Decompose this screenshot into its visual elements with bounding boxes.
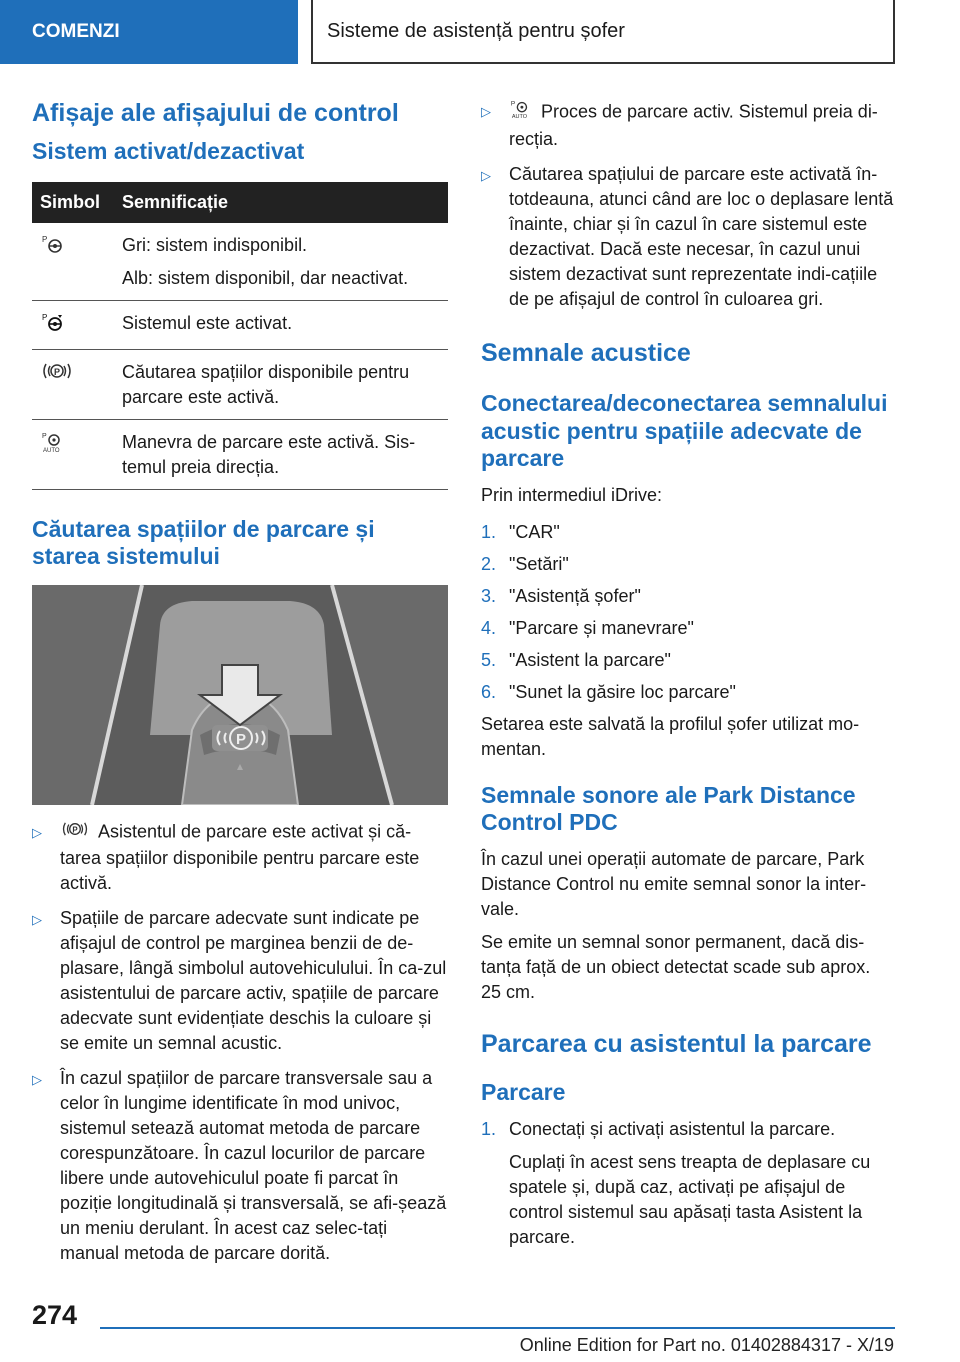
list-item: ▷ P Asistentul de parcare este activat și că-tarea spațiilor disponibile pentru parcare este activă. [32,819,448,896]
col-meaning: Semnificație [114,182,448,223]
svg-text:AUTO: AUTO [43,447,60,454]
col-symbol: Simbol [32,182,114,223]
pdc-text-2: Se emite un semnal sonor permanent, dacă dis-tanța față de un obiect detectat scade sub aprox. 25 cm. [481,931,871,1002]
park-auto-icon [509,98,533,127]
list-item: 4. "Parcare și manevrare" [481,617,694,638]
triangle-bullet-icon: ▷ [481,104,491,119]
left-column [32,98,448,1276]
park-assist-gray-icon [40,234,66,259]
heading-acoustic: Semnale acustice [481,339,691,367]
table-row: P Sistemul este activat. [32,300,448,349]
chapter-title: Sisteme de asistență pentru șofer [311,0,895,64]
list-item: ▷ Căutarea spațiului de parcare este activată în-totdeauna, atunci când are loc o deplasare lentă înainte, chiar și în cazul în care sistemul este dezactivat. Dacă este necesar, în cazul unui sistem dezactivat sunt reprezentate indi-cațiile de pe afișajul de control în culoarea gri. [481,162,895,312]
svg-text:P: P [42,432,47,440]
heading-pdc: Semnale sonore ale Park Distance Control PDC [481,781,856,836]
saved-note: Setarea este salvată la profilul șofer utilizat mo-mentan. [481,713,860,759]
list-item: ▷ Spațiile de parcare adecvate sunt indicate pe afișajul de control pe marginea benzii de de-plasare, lângă simbolul autovehiculului. În ca-zul asistentului de parcare activ, spațiile de parcare adecvate sunt evidențiate deschis la culoare și se emite un semnal acustic. [32,906,448,1056]
heading-acoustic-toggle: Conectarea/deconectarea semnalului acustic pentru spațiile adecvate de parcare [481,390,888,472]
parking-search-icon [40,366,74,386]
table-row: P AUTO Manevra de parcare este activă. Sis-temul preia direcția. [32,419,448,489]
svg-text:P: P [42,312,48,322]
svg-text:P: P [54,366,61,377]
svg-text:P: P [72,825,78,835]
list-item: 2. "Setări" [481,553,569,574]
page-number: 274 [32,1300,78,1330]
table-row: P Gri: sistem indisponibil. Alb: sistem disponibil, dar neactivat. [32,223,448,301]
heading-display: Afișaje ale afișajului de control [32,99,399,127]
park-auto-icon [40,432,66,458]
parking-search-icon [60,819,90,846]
right-column [481,98,895,1257]
list-item: 3. "Asistență șofer" [481,585,641,606]
triangle-bullet-icon: ▷ [32,911,42,927]
steps-list [481,520,895,705]
list-item: 5. "Asistent la parcare" [481,649,671,670]
heading-parking: Parcare [481,1078,566,1105]
footer-divider [100,1327,895,1329]
heading-parking-assist: Parcarea cu asistentul la parcare [481,1029,872,1058]
left-bullets [32,819,448,1266]
triangle-bullet-icon: ▷ [32,1071,42,1087]
svg-text:P: P [510,100,516,108]
symbol-table [32,182,448,490]
triangle-bullet-icon: ▷ [32,824,42,840]
park-assist-active-icon [40,312,66,337]
edition-note: Online Edition for Part no. 01402884317 - X/19 [519,1335,894,1355]
triangle-bullet-icon: ▷ [481,168,491,183]
table-row: P Căutarea spațiilor disponibile pentru parcare este activă. [32,349,448,419]
pdc-text-1: În cazul unei operații automate de parcare, Park Distance Control nu emite semnal sonor la inter-vale. [481,848,867,919]
svg-text:P: P [42,234,48,244]
heading-system-status: Sistem activat/dezactivat [32,138,305,164]
parking-illustration [32,585,448,805]
list-item: ▷ P AUTO Proces de parcare activ. Sistemul preia di-recția. [481,98,895,152]
section-tab: COMENZI [0,0,298,64]
svg-text:AUTO: AUTO [511,114,528,120]
list-item: 1. "CAR" [481,521,560,542]
list-item: ▷ În cazul spațiilor de parcare transversale sau a celor în lungime identificate în mod univoc, sistemul setează automat metoda de parcare corespunzătoare. În cazul locurilor de parcare libere unde autovehiculul poate fi parcat în poziție longitudinală și transversală, se afi-șează un meniu derulant. În acest caz selec-tați manual metoda de parcare dorită. [32,1066,448,1266]
list-item: 1. Conectați și activați asistentul la parcare. Cuplați în acest sens treapta de deplasare cu spatele și, după caz, activați pe afișajul de control sistemul sau apăsați tasta Asistent la parcare. [481,1118,871,1247]
list-item: 6. "Sunet la găsire loc parcare" [481,681,736,702]
via-idrive: Prin intermediul iDrive: [481,484,663,505]
svg-text:P: P [236,730,247,748]
heading-search-status: Căutarea spațiilor de parcare și starea sistemului [32,515,375,570]
